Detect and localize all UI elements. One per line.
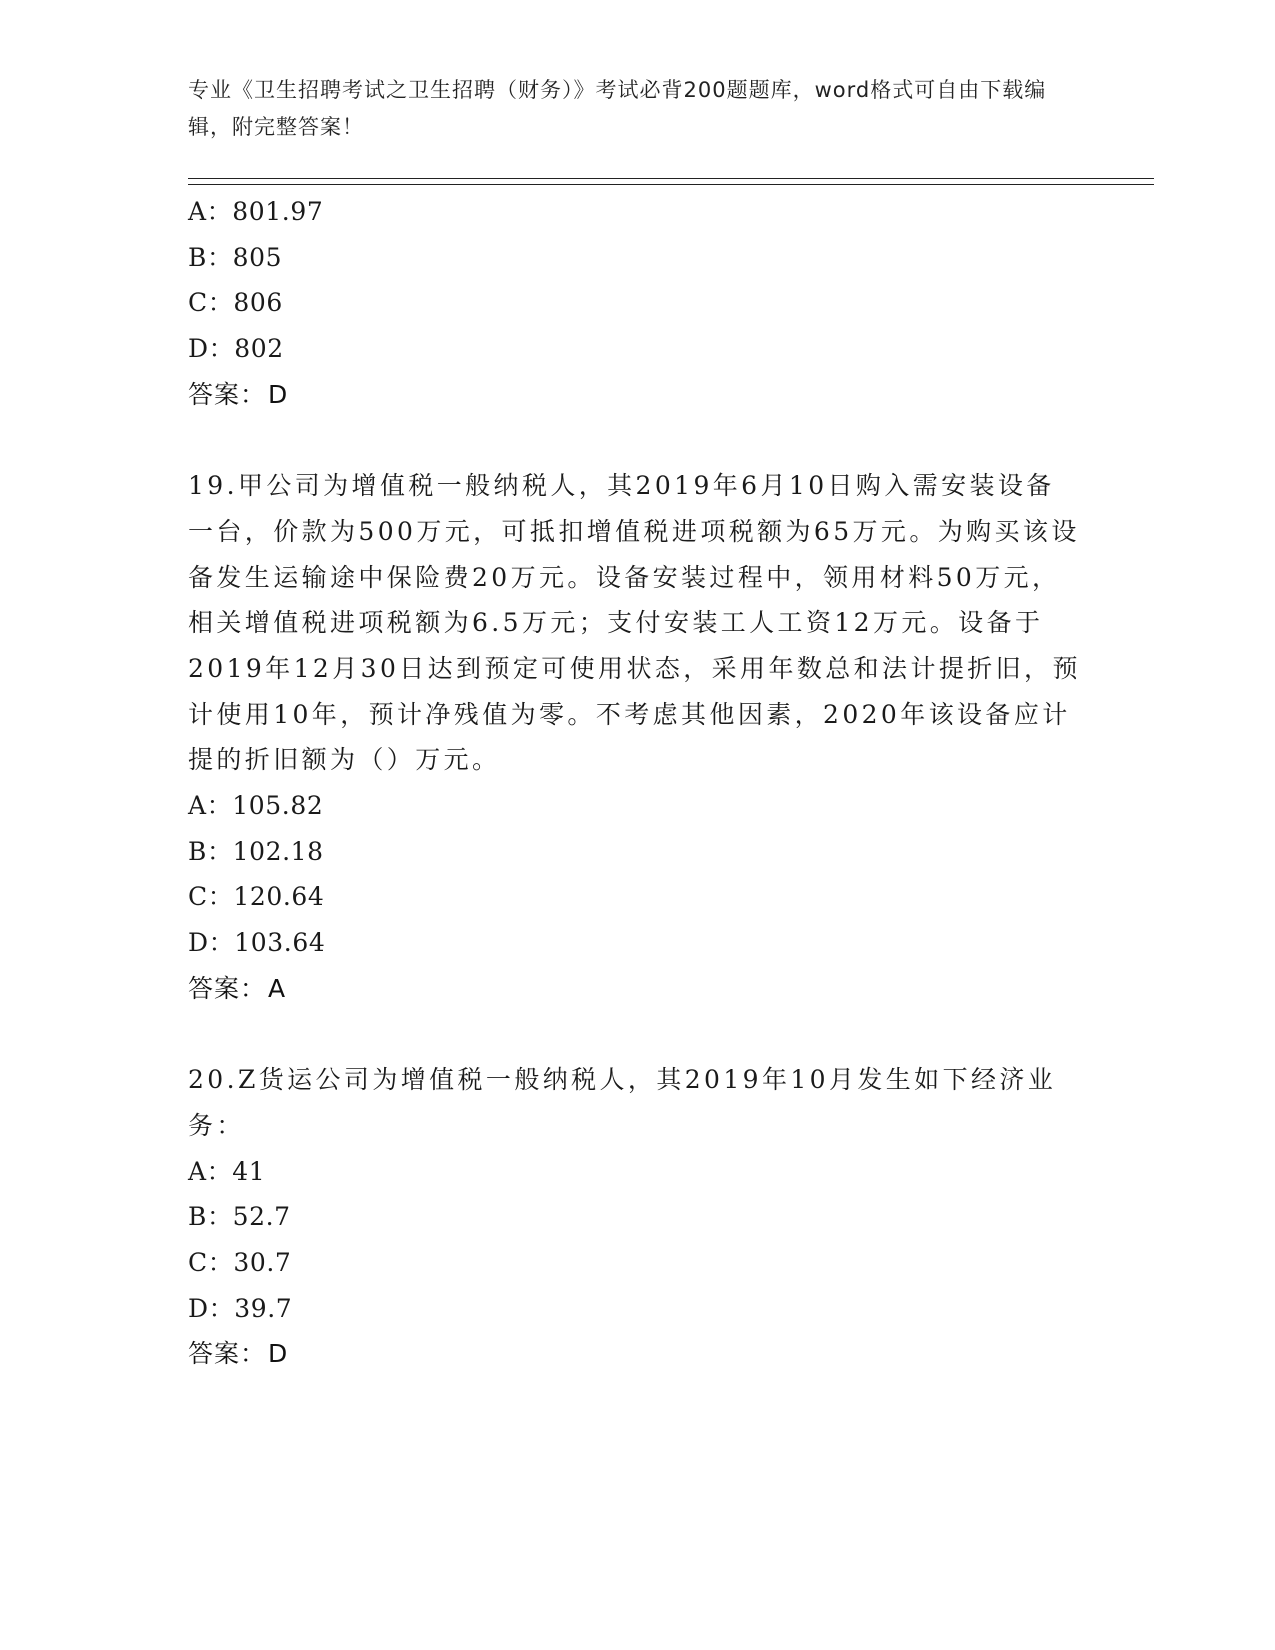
spacer — [188, 417, 1088, 463]
option-a: A：105.82 — [188, 791, 324, 821]
question-18-block — [188, 189, 1088, 417]
question-19-block — [188, 463, 1088, 1011]
option-a: A：41 — [188, 1156, 266, 1186]
option-c: C：806 — [188, 288, 283, 318]
option-b: B：102.18 — [188, 836, 324, 866]
option-d: D：39.7 — [188, 1293, 293, 1323]
question-20-block — [188, 1057, 1088, 1377]
option-c: C：30.7 — [188, 1247, 292, 1277]
answer-line: 答案：A — [188, 973, 287, 1003]
option-c: C：120.64 — [188, 882, 325, 912]
spacer — [188, 1011, 1088, 1057]
option-b: B：52.7 — [188, 1202, 291, 1232]
document-header: 专业《卫生招聘考试之卫生招聘（财务）》考试必背200题题库，word格式可自由下载编辑，附完整答案！ — [188, 78, 1047, 139]
option-a: A：801.97 — [188, 197, 324, 226]
answer-line: 答案：D — [188, 379, 289, 409]
question-20-text: 20.Z货运公司为增值税一般纳税人，其2019年10月发生如下经济业务： — [188, 1065, 1057, 1140]
header-divider-top — [188, 178, 1154, 179]
question-list — [188, 189, 1088, 1377]
header-divider-bottom — [188, 184, 1154, 185]
answer-line: 答案：D — [188, 1339, 289, 1369]
option-d: D：103.64 — [188, 928, 326, 958]
question-19-text: 19.甲公司为增值税一般纳税人，其2019年6月10日购入需安装设备一台，价款为500万元，可抵扣增值税进项税额为65万元。为购买该设备发生运输途中保险费20万元。设备安装过程中，领用材料50万元，相关增值税进项税额为6.5万元；支付安装工人工资12万元。设备于2019年12月30日达到预定可使用状态，采用年数总和法计提折旧，预计使用10年，预计净残值为零。不考虑其他因素，2020年该设备应计提的折旧额为（）万元。 — [188, 471, 1081, 775]
option-b: B：805 — [188, 242, 283, 272]
option-d: D：802 — [188, 334, 284, 364]
